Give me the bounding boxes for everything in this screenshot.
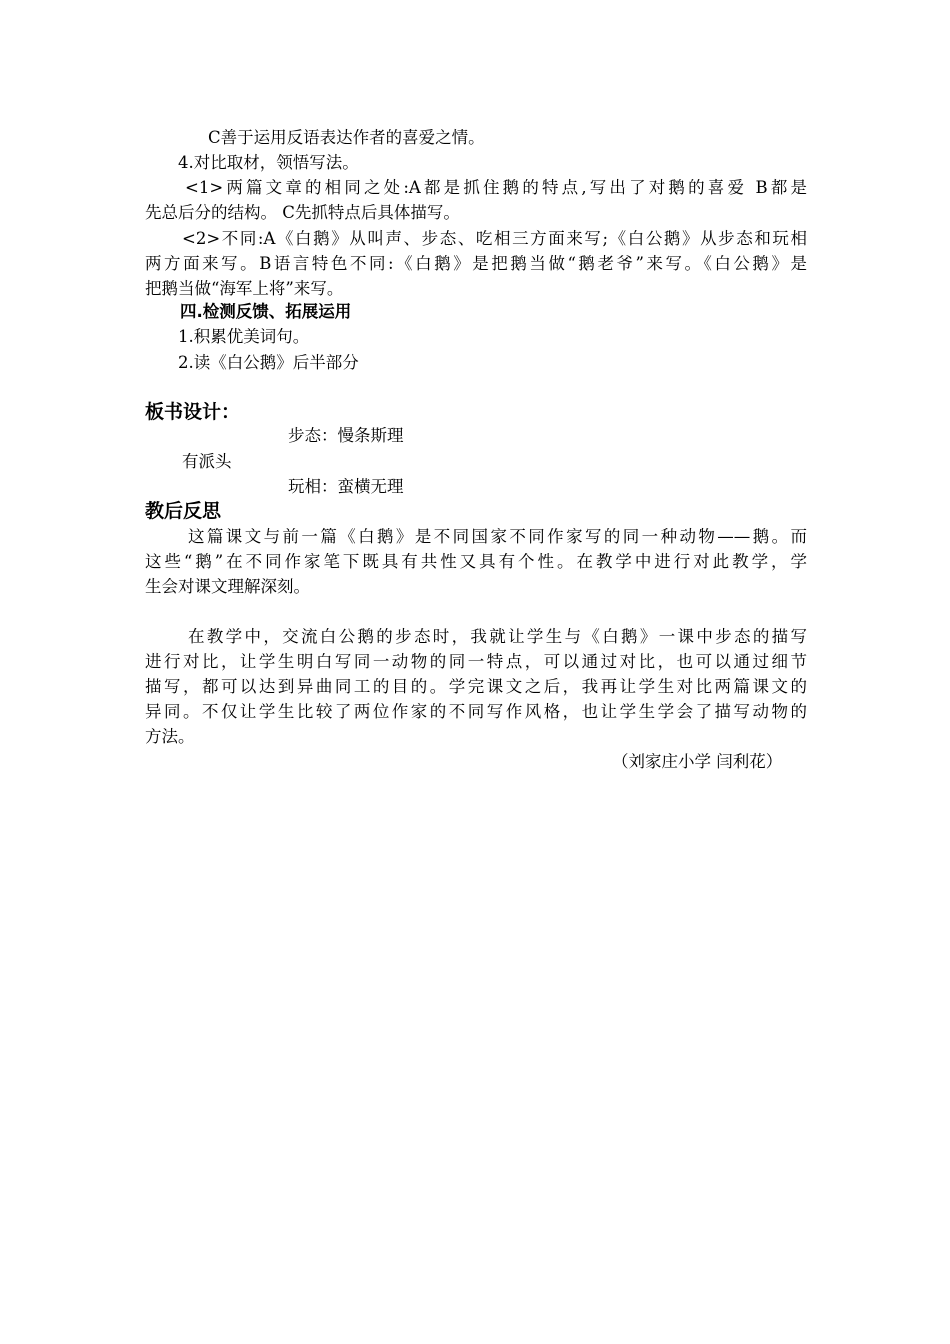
reflection-p2-line-5: 方法。: [145, 727, 195, 746]
reflection-p2-line-2: 进行对比，让学生明白写同一动物的同一特点，可以通过对比，也可以通过细节: [145, 652, 807, 671]
reflection-p1-line-1: 这篇课文与前一篇《白鹅》是不同国家不同作家写的同一种动物——鹅。而: [188, 527, 807, 546]
reflection-p1-line-3: 生会对课文理解深刻。: [145, 577, 310, 596]
diff-line-1: <2>不同:A《白鹅》从叫声、步态、吃相三方面来写;《白公鹅》从步态和玩相: [182, 229, 807, 248]
board-play: 玩相：蛮横无理: [288, 477, 404, 496]
board-heading: 板书设计：: [145, 401, 241, 423]
item-4: 4.对比取材，领悟写法。: [178, 153, 359, 172]
same-line-2: 先总后分的结构。 C先抓特点后具体描写。: [145, 203, 460, 222]
reflection-p2-line-1: 在教学中，交流白公鹅的步态时，我就让学生与《白鹅》一课中步态的描写: [188, 627, 807, 646]
line-c: C善于运用反语表达作者的喜爱之情。: [208, 128, 485, 147]
board-center: 有派头: [182, 452, 232, 471]
section-4-item-2: 2.读《白公鹅》后半部分: [178, 353, 359, 372]
board-gait: 步态：慢条斯理: [288, 426, 404, 445]
section-4-item-1: 1.积累优美词句。: [178, 327, 310, 346]
reflection-p2-line-3: 描写，都可以达到异曲同工的目的。学完课文之后，我再让学生对比两篇课文的: [145, 677, 807, 696]
diff-line-2: 两方面来写。B语言特色不同:《白鹅》是把鹅当做“鹅老爷”来写。《白公鹅》是: [145, 254, 807, 273]
reflection-heading: 教后反思: [145, 500, 222, 522]
reflection-p2-line-4: 异同。不仅让学生比较了两位作家的不同写作风格，也让学生学会了描写动物的: [145, 702, 807, 721]
diff-line-3: 把鹅当做“海军上将”来写。: [145, 279, 344, 298]
section-4-heading: 四.检测反馈、拓展运用: [180, 302, 352, 321]
reflection-p1-line-2: 这些“鹅”在不同作家笔下既具有共性又具有个性。在教学中进行对此教学，学: [145, 552, 807, 571]
signature: （刘家庄小学 闫利花）: [612, 752, 783, 771]
same-line-1: <1>两篇文章的相同之处:A都是抓住鹅的特点,写出了对鹅的喜爱 B都是: [185, 178, 807, 197]
